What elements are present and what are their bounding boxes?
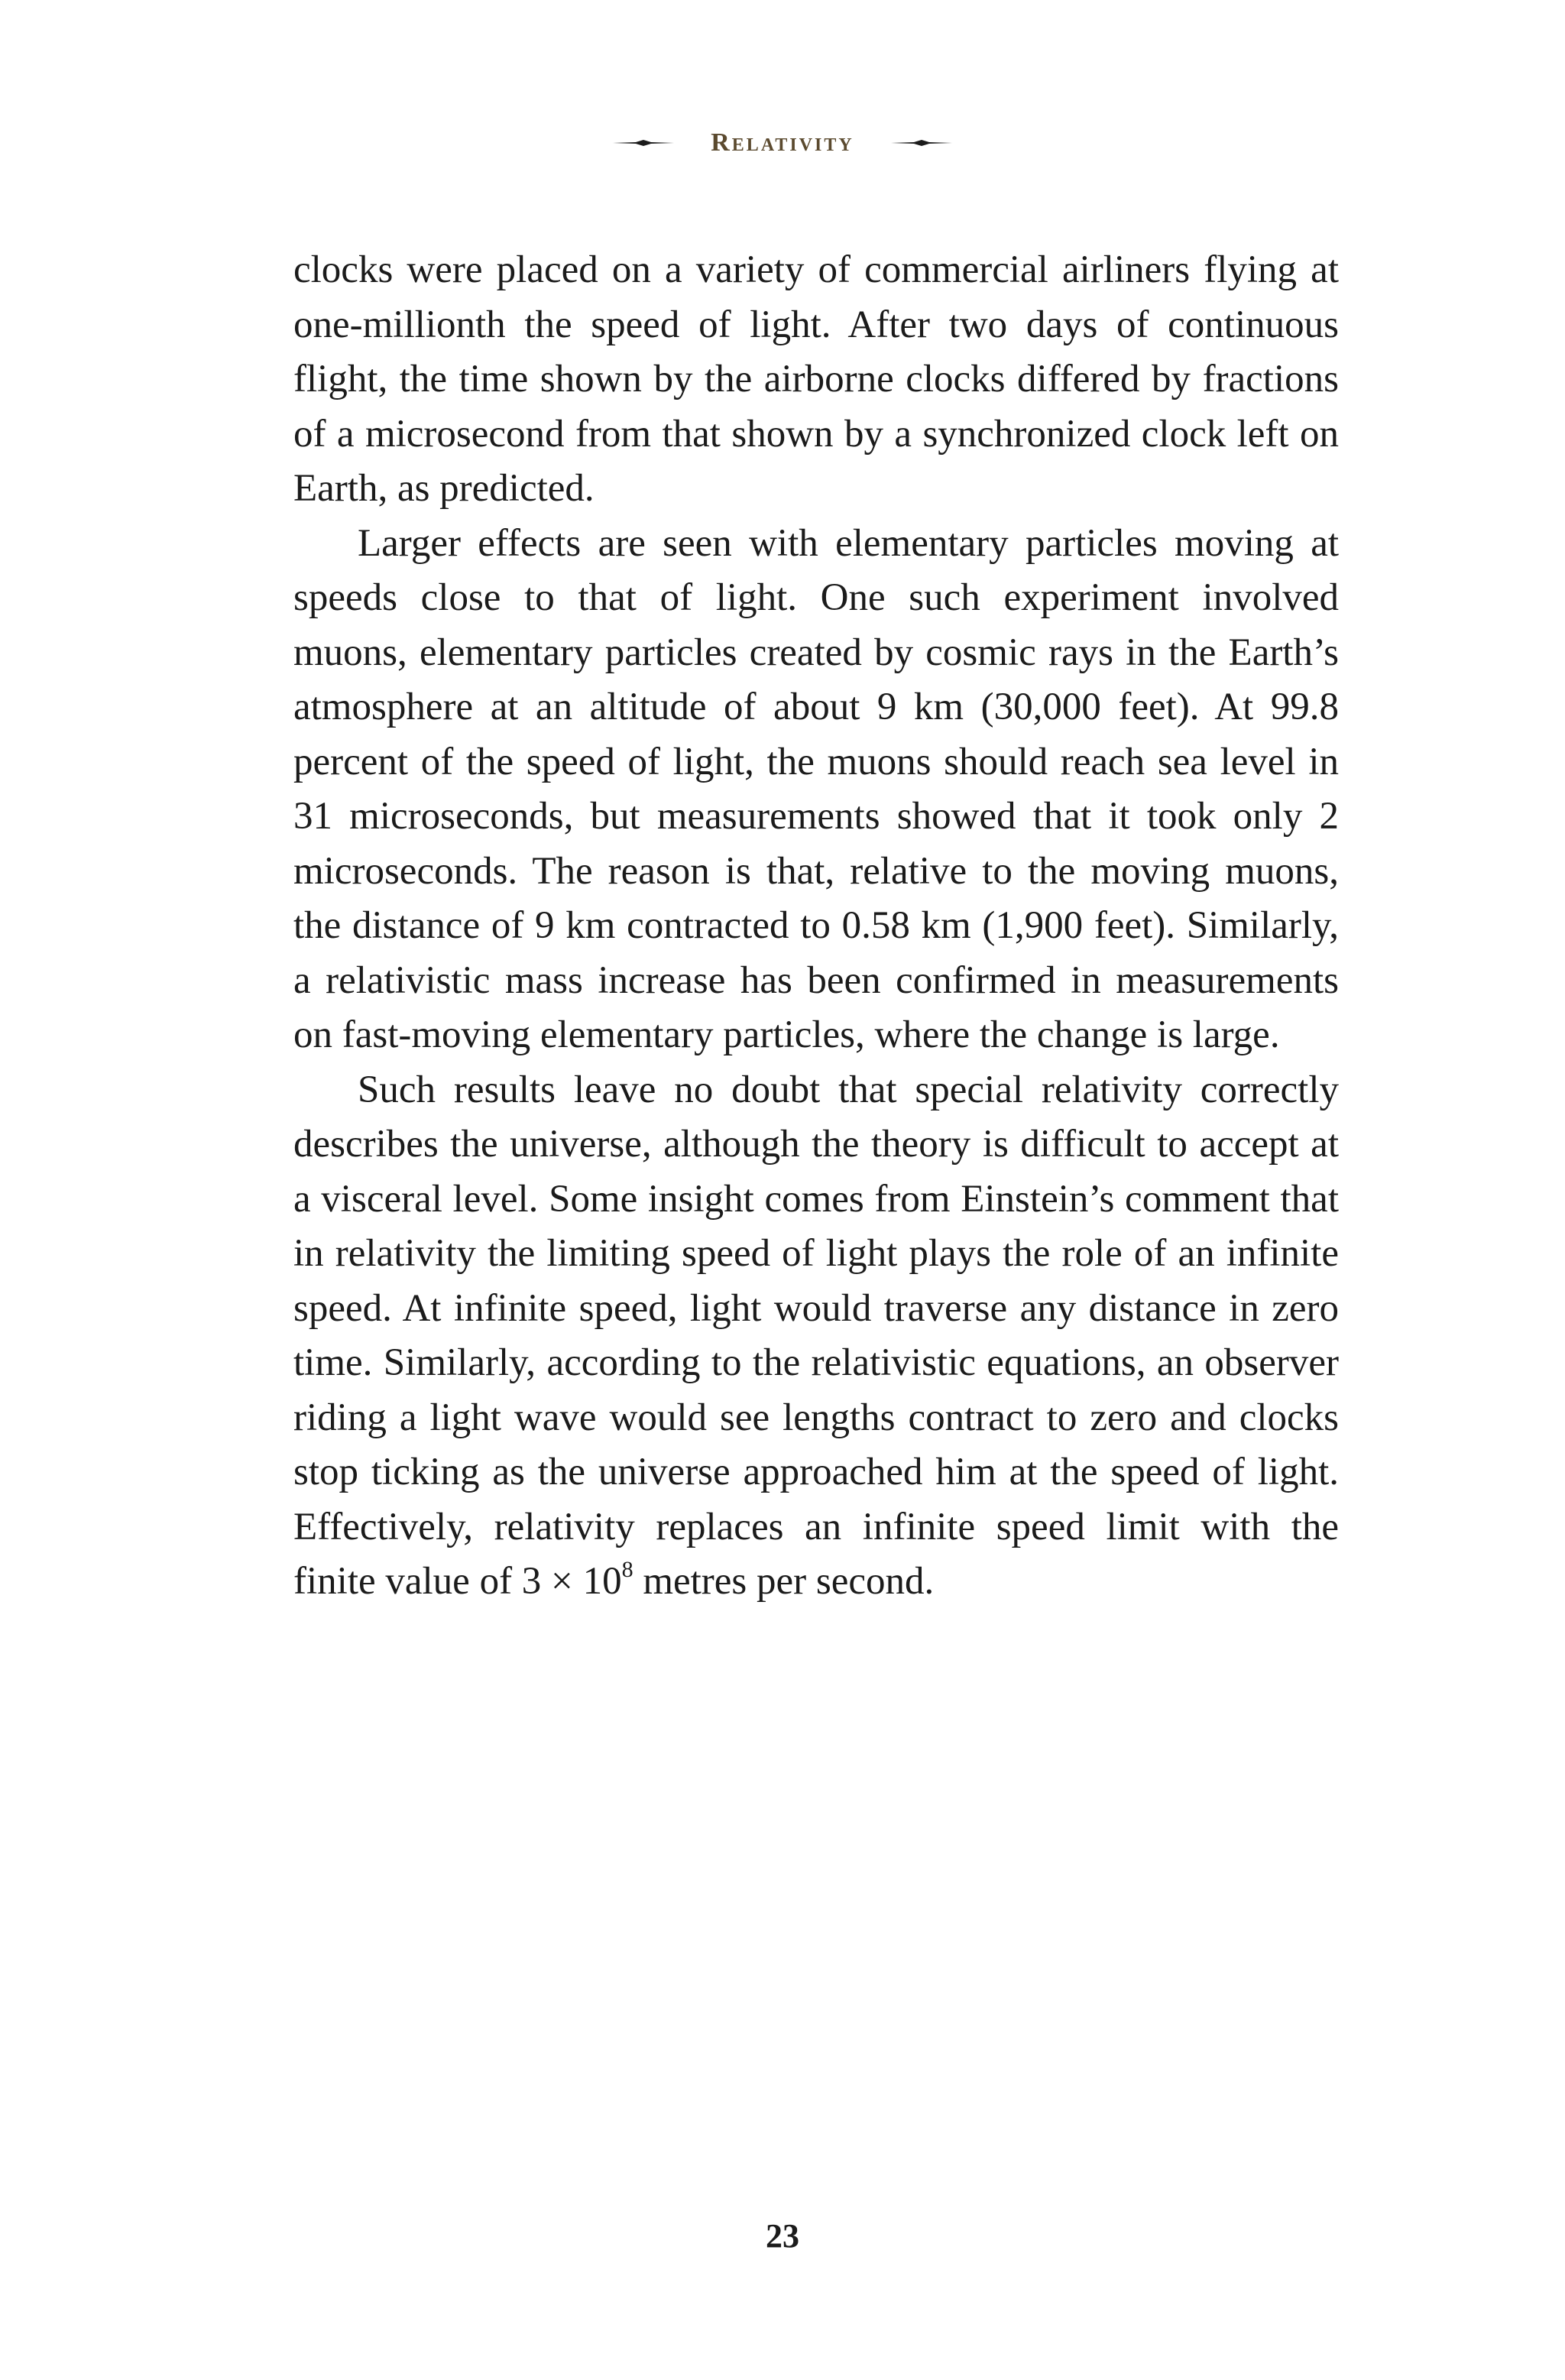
paragraph-continued: clocks were placed on a variety of commercial airliners flying at one-millionth the speed of light. After two days of continuous flight, the time shown by the airborne clocks differed by fractions of a microsecond from that shown by a synchronized clock left on Earth, as predicted. <box>293 248 1339 510</box>
right-rule-ornament-icon <box>891 138 952 148</box>
running-head-title: Relativity <box>711 128 854 157</box>
page-number: 23 <box>766 2217 799 2255</box>
body-text <box>293 243 1339 1610</box>
paragraph-conclusion-text: Such results leave no doubt that special relativity correctly describes the universe, although the theory is difficult to accept at a visceral level. Some insight comes from Einstein’s comment that in relativity the limiting speed of light plays the role of an infinite speed. At infinite speed, light would traverse any distance in zero time. Similarly, according to the relativistic equations, an observer riding a light wave would see lengths contract to zero and clocks stop ticking as the universe approached him at the speed of light. Effectively, relativity replaces an infinite speed limit with the finite value of 3 × 10 <box>293 1068 1339 1603</box>
paragraph-muons: Larger effects are seen with elementary particles moving at speeds close to that of light. One such experiment involved muons, elementary particles created by cosmic rays in the Earth’s atmosphere at an altitude of about 9 km (30,000 feet). At 99.8 percent of the speed of light, the muons should reach sea level in 31 microseconds, but measurements showed that it took only 2 microseconds. The reason is that, relative to the moving muons, the distance of 9 km contracted to 0.58 km (1,900 feet). Similarly, a relativistic mass increase has been confirmed in measurements on fast-moving elementary particles, where the change is large. <box>293 521 1339 1056</box>
left-rule-ornament-icon <box>613 138 674 148</box>
exponent-superscript: 8 <box>621 1557 633 1582</box>
paragraph-conclusion <box>293 1063 1339 1610</box>
paragraph-conclusion-tail: metres per second. <box>633 1560 935 1603</box>
running-header <box>0 128 1565 157</box>
